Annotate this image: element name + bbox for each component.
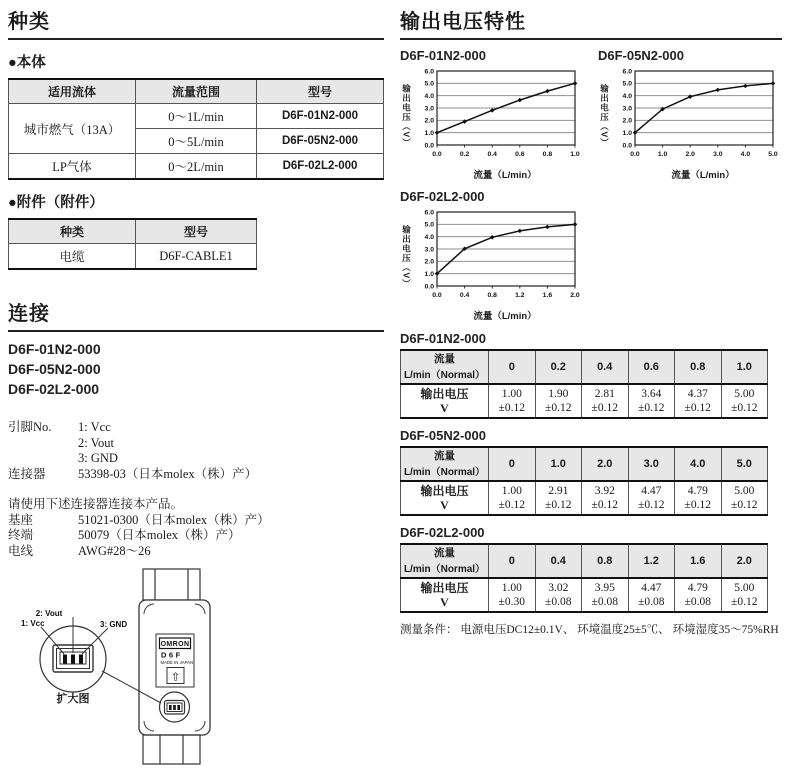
cell-model: D6F-05N2-000 <box>257 129 384 154</box>
pin-value: 1: Vcc <box>78 420 111 434</box>
flow-header-cell <box>401 544 489 578</box>
voltage-tolerance: ±0.08 <box>638 596 665 608</box>
cell-model: D6F-01N2-000 <box>257 104 384 129</box>
section-title-output-voltage: 输出电压特性 <box>400 4 782 40</box>
pin-row <box>8 451 384 467</box>
voltage-cell <box>582 578 629 612</box>
svg-text:6.0: 6.0 <box>424 68 434 76</box>
spacer <box>8 436 78 452</box>
svg-text:3.0: 3.0 <box>622 105 632 113</box>
flow-direction-arrow-icon: ⇧ <box>170 670 181 684</box>
voltage-table-block-d6f-02l2 <box>400 525 782 613</box>
label-plate <box>156 634 194 687</box>
connector-usage-note: 请使用下述连接器连接本产品。 <box>8 497 184 511</box>
svg-text:0.0: 0.0 <box>424 142 434 150</box>
voltage-table-header-row <box>401 544 768 578</box>
svg-text:6.0: 6.0 <box>622 68 632 76</box>
svg-text:0.0: 0.0 <box>630 151 640 158</box>
voltage-row-label <box>401 578 489 612</box>
flow-value: 0 <box>489 447 536 481</box>
voltage-value: 4.47 <box>641 485 662 497</box>
voltage-tolerance: ±0.12 <box>498 499 525 511</box>
flow-value: 0.8 <box>675 350 722 384</box>
connect-item <box>8 513 384 529</box>
voltage-cell <box>489 481 536 515</box>
svg-text:0.4: 0.4 <box>487 151 497 158</box>
connect-item <box>8 544 384 560</box>
chart-body <box>400 66 584 166</box>
voltage-value: 3.95 <box>594 582 615 594</box>
voltage-tolerance: ±0.12 <box>731 402 758 414</box>
voltage-value: 1.90 <box>548 388 569 400</box>
accessory-table <box>8 218 257 270</box>
voltage-row-label-line1: 输出电压 <box>420 484 469 498</box>
voltage-row-label-line1: 输出电压 <box>420 387 469 401</box>
flow-value: 5.0 <box>721 447 768 481</box>
voltage-tolerance: ±0.12 <box>684 499 711 511</box>
connect-item-value: 51021-0300（日本molex（株）产） <box>78 512 270 527</box>
voltage-row-label-line2: V <box>440 498 449 512</box>
voltage-table-block-d6f-05n2 <box>400 428 782 516</box>
plate-origin-text: MADE IN JAPAN <box>160 660 194 665</box>
voltage-row-label-line2: V <box>440 595 449 609</box>
chart-body <box>598 66 782 166</box>
svg-text:0.0: 0.0 <box>432 292 442 299</box>
voltage-cell <box>535 578 582 612</box>
svg-text:1.6: 1.6 <box>542 292 553 299</box>
pipe-top <box>143 569 200 600</box>
voltage-cell <box>675 578 722 612</box>
line-chart <box>413 207 581 307</box>
voltage-row-label-line1: 输出电压 <box>420 581 469 595</box>
connector-label: 连接器 <box>8 466 46 481</box>
y-axis-label: 输出电压（V） <box>599 84 610 148</box>
flow-header-line2: L/min（Normal） <box>403 370 486 381</box>
chart-d6f-05n2 <box>598 40 782 181</box>
enlarged-view-caption: 扩大图 <box>56 693 90 705</box>
voltage-cell <box>721 578 768 612</box>
chart-d6f-02l2 <box>400 189 584 322</box>
flow-header-line1: 流量 <box>434 450 455 462</box>
flow-value: 2.0 <box>721 544 768 578</box>
pin2-label: 2: Vout <box>35 609 63 618</box>
voltage-tolerance: ±0.12 <box>684 402 711 414</box>
connection-model-list <box>8 339 384 399</box>
chart-title: D6F-05N2-000 <box>598 48 684 63</box>
svg-text:2.0: 2.0 <box>424 258 434 266</box>
connector-usage <box>8 497 384 559</box>
pin-2 <box>71 655 75 664</box>
svg-text:1.0: 1.0 <box>424 271 434 279</box>
table-row <box>9 104 384 129</box>
voltage-cell <box>582 384 629 418</box>
voltage-tolerance: ±0.30 <box>498 596 525 608</box>
svg-text:0.6: 0.6 <box>515 151 525 158</box>
svg-text:2.0: 2.0 <box>622 117 632 125</box>
voltage-table <box>400 349 768 419</box>
voltage-tolerance: ±0.12 <box>498 402 525 414</box>
svg-text:2.0: 2.0 <box>685 151 695 158</box>
charts-row <box>400 40 782 181</box>
svg-text:0.0: 0.0 <box>424 283 434 291</box>
flow-value: 4.0 <box>675 447 722 481</box>
svg-text:5.0: 5.0 <box>622 80 632 88</box>
voltage-value: 5.00 <box>734 485 755 497</box>
voltage-cell <box>721 481 768 515</box>
svg-text:1.0: 1.0 <box>424 130 434 138</box>
flow-value: 3.0 <box>628 447 675 481</box>
table-row <box>9 244 257 270</box>
voltage-tolerance: ±0.08 <box>684 596 711 608</box>
x-axis-label: 流量（L/min） <box>473 311 537 322</box>
voltage-cell <box>628 384 675 418</box>
omron-logo-text: OMRON <box>160 641 190 648</box>
sensor-drawing-wrap <box>8 567 384 770</box>
body-connector-port <box>160 692 190 722</box>
table-row <box>9 154 384 180</box>
pin-value: 2: Vout <box>78 435 115 450</box>
voltage-table-value-row <box>401 481 768 515</box>
cell-fluid: LP气体 <box>9 154 136 180</box>
voltage-table-header-row <box>401 447 768 481</box>
voltage-value: 4.79 <box>687 582 708 594</box>
flow-header-line2: L/min（Normal） <box>403 467 486 478</box>
y-axis-label: 输出电压（V） <box>401 225 412 289</box>
voltage-cell <box>489 384 536 418</box>
spacer <box>8 451 78 467</box>
voltage-value: 4.79 <box>687 485 708 497</box>
flow-header-cell <box>401 447 489 481</box>
svg-text:1.0: 1.0 <box>570 151 580 158</box>
flow-value: 1.0 <box>721 350 768 384</box>
svg-text:4.0: 4.0 <box>424 93 434 101</box>
flow-header-line2: L/min（Normal） <box>403 564 486 575</box>
connect-item-value: AWG#28～26 <box>78 543 151 558</box>
connect-item <box>8 528 384 544</box>
col-header-fluid: 适用流体 <box>9 79 136 104</box>
flow-value: 2.0 <box>582 447 629 481</box>
voltage-cell <box>489 578 536 612</box>
line-chart <box>611 66 779 166</box>
svg-text:4.0: 4.0 <box>740 151 751 158</box>
flow-value: 0.6 <box>628 350 675 384</box>
chart-title: D6F-02L2-000 <box>400 189 485 204</box>
flow-value: 1.2 <box>628 544 675 578</box>
flow-header-cell <box>401 350 489 384</box>
voltage-value: 4.37 <box>687 388 708 400</box>
svg-text:2.0: 2.0 <box>424 117 434 125</box>
voltage-value: 2.91 <box>548 485 569 497</box>
voltage-tolerance: ±0.12 <box>731 499 758 511</box>
pipe-bottom <box>143 735 200 764</box>
col-header-model: 型号 <box>257 79 384 104</box>
flow-value: 0.4 <box>582 350 629 384</box>
pin-1 <box>63 655 67 664</box>
flow-header-line1: 流量 <box>434 353 455 365</box>
subhead-accessory: ●附件（附件） <box>8 195 104 211</box>
voltage-value: 1.00 <box>501 388 522 400</box>
voltage-value: 3.92 <box>594 485 615 497</box>
flow-value: 0.8 <box>582 544 629 578</box>
voltage-table-header-row <box>401 350 768 384</box>
cell-fluid: 城市燃气（13A） <box>9 104 136 154</box>
pin-3 <box>79 655 83 664</box>
body-models-table <box>8 78 384 180</box>
voltage-tolerance: ±0.12 <box>591 402 618 414</box>
voltage-row-label <box>401 384 489 418</box>
voltage-table-title: D6F-02L2-000 <box>400 525 485 540</box>
flow-value: 0 <box>489 350 536 384</box>
cell-range: 0～5L/min <box>136 129 257 154</box>
voltage-tolerance: ±0.12 <box>591 499 618 511</box>
svg-text:3.0: 3.0 <box>424 246 434 254</box>
connect-item-label: 终端 <box>8 528 34 542</box>
voltage-table-value-row <box>401 384 768 418</box>
flow-value: 0.4 <box>535 544 582 578</box>
subhead-body: ●本体 <box>8 55 46 71</box>
voltage-cell <box>628 481 675 515</box>
pin3-label: 3: GND <box>100 620 128 629</box>
chart-d6f-01n2 <box>400 40 584 181</box>
col-header-model: 型号 <box>136 219 257 244</box>
section-title-connection: 连接 <box>8 296 384 332</box>
voltage-value: 5.00 <box>734 582 755 594</box>
voltage-table-block-d6f-01n2 <box>400 331 782 419</box>
flow-value: 1.0 <box>535 447 582 481</box>
flow-value: 0.2 <box>535 350 582 384</box>
table-header-row <box>9 79 384 104</box>
voltage-table-title: D6F-01N2-000 <box>400 331 486 346</box>
pin-row <box>8 420 384 436</box>
voltage-value: 3.02 <box>548 582 569 594</box>
voltage-cell <box>628 578 675 612</box>
svg-text:0.0: 0.0 <box>622 142 632 150</box>
svg-text:0.0: 0.0 <box>432 151 442 158</box>
voltage-tolerance: ±0.08 <box>591 596 618 608</box>
svg-text:2.0: 2.0 <box>570 292 580 299</box>
voltage-value: 5.00 <box>734 388 755 400</box>
svg-text:4.0: 4.0 <box>424 234 434 242</box>
cell-model: D6F-02L2-000 <box>257 154 384 180</box>
svg-text:3.0: 3.0 <box>713 151 723 158</box>
model-name: D6F-01N2-000 <box>8 341 101 357</box>
voltage-row-label <box>401 481 489 515</box>
flow-value: 0 <box>489 544 536 578</box>
flow-value: 1.6 <box>675 544 722 578</box>
voltage-cell <box>721 384 768 418</box>
connector-row <box>8 467 384 483</box>
svg-text:0.8: 0.8 <box>542 151 553 158</box>
measurement-conditions-note: 测量条件： 电源电压DC12±0.1V、 环境温度25±5℃、 环境湿度35～75%RH <box>400 624 779 636</box>
svg-text:1.0: 1.0 <box>657 151 668 158</box>
cell-model: D6F-CABLE1 <box>136 244 257 270</box>
flow-header-line1: 流量 <box>434 547 455 559</box>
voltage-cell <box>535 384 582 418</box>
voltage-value: 1.00 <box>501 485 522 497</box>
cell-range: 0～1L/min <box>136 104 257 129</box>
section-title-types: 种类 <box>8 4 384 40</box>
connector-value: 53398-03（日本molex（株）产） <box>78 466 258 481</box>
svg-text:1.2: 1.2 <box>515 292 525 299</box>
connect-item-label: 电线 <box>8 543 34 558</box>
pin-row <box>8 436 384 452</box>
voltage-cell <box>535 481 582 515</box>
svg-text:6.0: 6.0 <box>424 209 434 217</box>
voltage-tolerance: ±0.12 <box>638 499 665 511</box>
line-chart <box>413 66 581 166</box>
connect-item-value: 50079（日本molex（株）产） <box>78 528 241 542</box>
svg-text:4.0: 4.0 <box>622 93 632 101</box>
model-name: D6F-05N2-000 <box>8 361 101 377</box>
voltage-tolerance: ±0.12 <box>545 499 572 511</box>
x-axis-label: 流量（L/min） <box>473 170 537 181</box>
cell-range: 0～2L/min <box>136 154 257 180</box>
svg-text:0.2: 0.2 <box>459 151 470 158</box>
chart-body <box>400 207 584 307</box>
pin1-label: 1: Vcc <box>21 619 45 628</box>
voltage-table <box>400 446 768 516</box>
voltage-table-title: D6F-05N2-000 <box>400 428 486 443</box>
voltage-tolerance: ±0.12 <box>545 402 572 414</box>
right-column <box>400 4 782 637</box>
voltage-row-label-line2: V <box>440 401 449 415</box>
x-axis-label: 流量（L/min） <box>671 170 735 181</box>
pin-value: 3: GND <box>78 451 118 465</box>
pin-label: 引脚No. <box>8 420 52 434</box>
table-header-row <box>9 219 257 244</box>
voltage-value: 3.64 <box>641 388 662 400</box>
chart-title: D6F-01N2-000 <box>400 48 486 63</box>
voltage-tolerance: ±0.12 <box>638 402 665 414</box>
voltage-value: 4.47 <box>641 582 662 594</box>
voltage-cell <box>675 384 722 418</box>
svg-text:3.0: 3.0 <box>424 105 434 113</box>
voltage-value: 2.81 <box>594 388 615 400</box>
voltage-tolerance: ±0.08 <box>545 596 572 608</box>
voltage-value: 1.00 <box>501 582 522 594</box>
voltage-cell <box>582 481 629 515</box>
left-column <box>8 4 384 770</box>
voltage-table-value-row <box>401 578 768 612</box>
pin-info <box>8 420 384 482</box>
voltage-tolerance: ±0.12 <box>731 596 758 608</box>
sensor-drawing <box>8 567 273 765</box>
model-name: D6F-02L2-000 <box>8 381 100 397</box>
voltage-cell <box>675 481 722 515</box>
svg-text:5.0: 5.0 <box>424 80 434 88</box>
y-axis-label: 输出电压（V） <box>401 84 412 148</box>
svg-text:5.0: 5.0 <box>424 221 434 229</box>
svg-text:0.8: 0.8 <box>487 292 497 299</box>
svg-text:1.0: 1.0 <box>622 130 632 138</box>
svg-text:5.0: 5.0 <box>768 151 778 158</box>
svg-text:0.4: 0.4 <box>459 292 470 299</box>
connect-item-label: 基座 <box>8 512 34 527</box>
cell-kind: 电缆 <box>9 244 136 270</box>
plate-model-text: D6F <box>161 650 183 660</box>
col-header-range: 流量范围 <box>136 79 257 104</box>
col-header-kind: 种类 <box>9 219 136 244</box>
voltage-table <box>400 543 768 613</box>
